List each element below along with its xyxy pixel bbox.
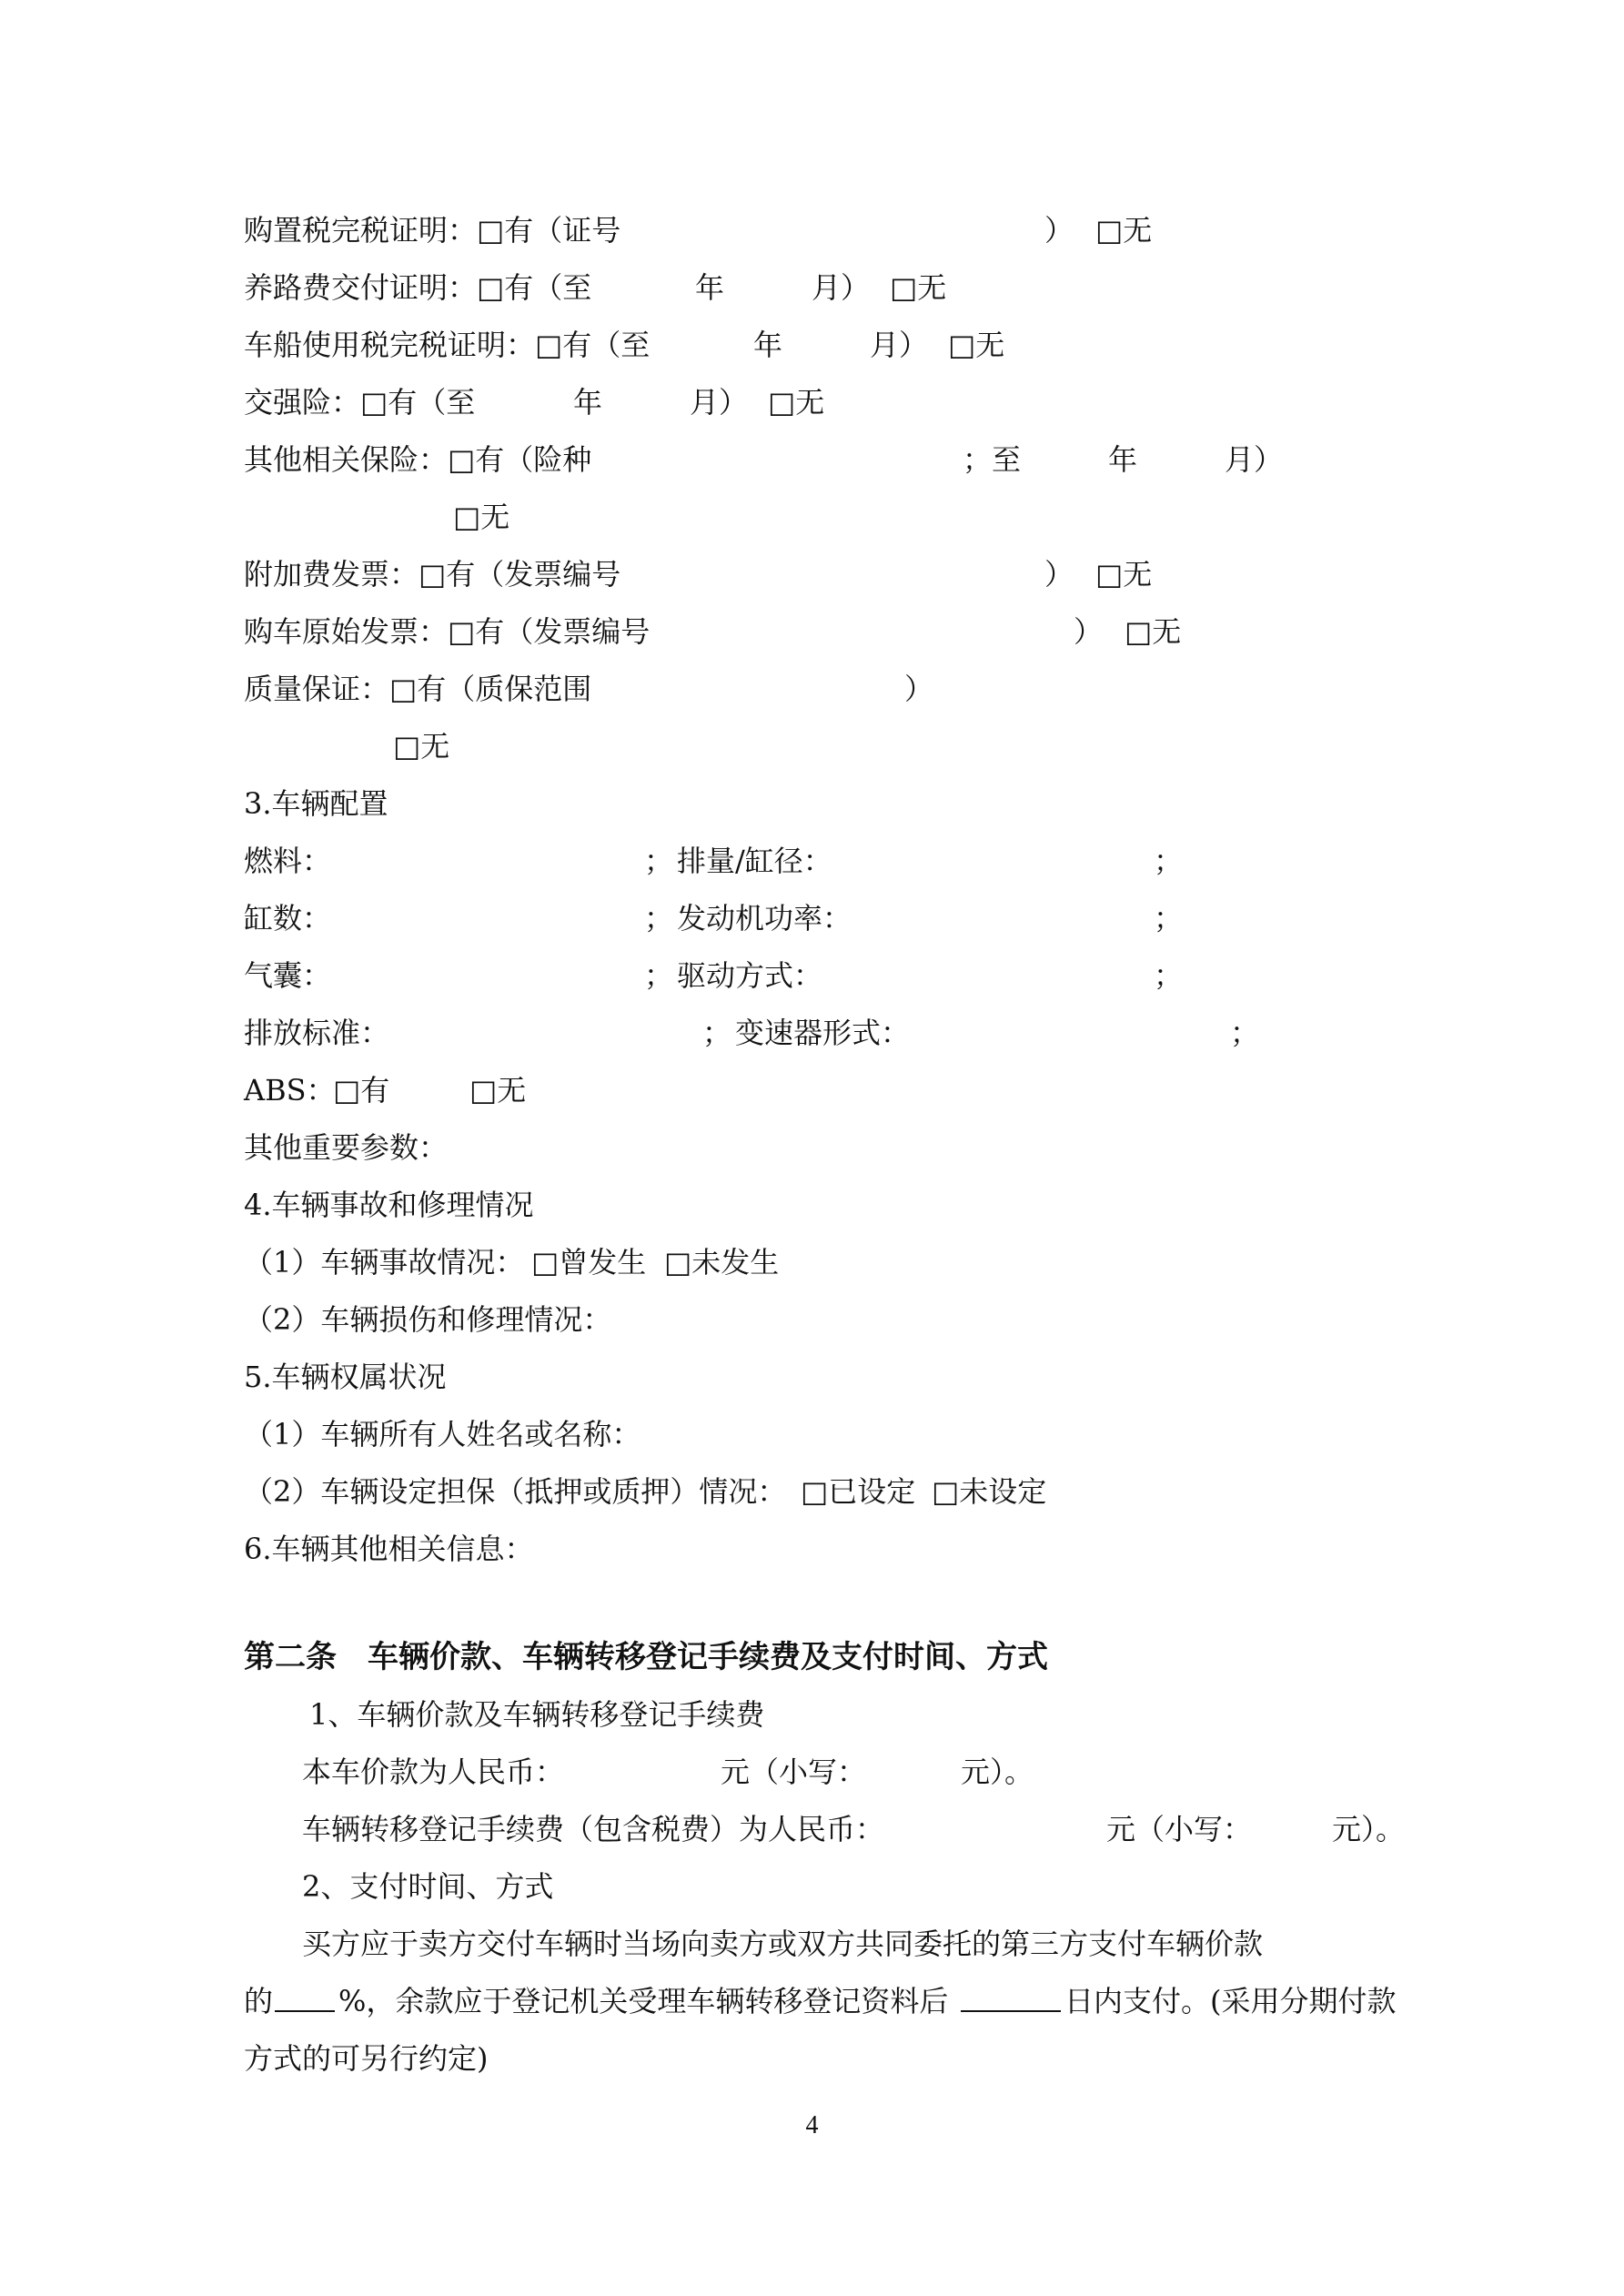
vessel-tax-label: 车船使用税完税证明： xyxy=(244,328,536,362)
vessel-tax-yes: □有（至 xyxy=(535,328,651,362)
compulsory-insurance-no: □无 xyxy=(768,385,825,420)
road-fee-year: 年 xyxy=(695,270,725,305)
fuel-sep: ； xyxy=(644,844,674,878)
other-insurance-no: □无 xyxy=(453,500,510,534)
article2-title-text: 第二条 车辆价款、车辆转移登记手续费及支付时间、方式 xyxy=(244,1639,1048,1675)
compulsory-insurance-yes: □有（至 xyxy=(360,385,476,420)
payment-line2-c: 日内支付。(采用分期付款 xyxy=(1064,1984,1397,2018)
vessel-tax-no: □无 xyxy=(948,328,1005,362)
compulsory-insurance-label: 交强险： xyxy=(244,385,361,420)
ownership-heading-text: 5.车辆权属状况 xyxy=(244,1360,447,1394)
compulsory-insurance-month: 月） xyxy=(690,385,749,420)
surcharge-invoice-no: □无 xyxy=(1095,557,1153,592)
emission-sep: ； xyxy=(702,1016,732,1050)
other-insurance-year: 年 xyxy=(1108,442,1138,477)
days-blank[interactable] xyxy=(961,1983,1061,2012)
original-invoice-close: ） xyxy=(1074,614,1104,649)
other-insurance-yes: □有（险种 xyxy=(448,442,592,477)
payment-line3-text: 方式的可另行约定) xyxy=(244,2041,489,2076)
purchase-tax-no: □无 xyxy=(1095,213,1153,248)
original-invoice-label: 购车原始发票： xyxy=(244,614,449,649)
other-params-label: 其他重要参数： xyxy=(244,1130,449,1165)
other-info-text: 6.车辆其他相关信息： xyxy=(244,1532,534,1566)
purchase-tax-close: ） xyxy=(1044,213,1074,248)
other-insurance-label: 其他相关保险： xyxy=(244,442,449,477)
payment-line2-b: %，余款应于登记机关受理车辆转移登记资料后 xyxy=(338,1984,949,2018)
emission-label: 排放标准： xyxy=(244,1016,390,1050)
price-close: 元）。 xyxy=(961,1755,1034,1789)
gearbox-end: ； xyxy=(1230,1016,1260,1050)
warranty-close: ） xyxy=(904,672,934,706)
payment-line2-a: 的 xyxy=(244,1984,274,2018)
fee-prefix: 车辆转移登记手续费（包含税费）为人民币： xyxy=(302,1812,885,1846)
ownership-item2-opt1: □已设定 xyxy=(801,1474,916,1509)
accident-item1-opt1: □曾发生 xyxy=(531,1245,647,1279)
percent-blank[interactable] xyxy=(275,1983,335,2012)
road-fee-no: □无 xyxy=(890,270,947,305)
ownership-item1-text: （1）车辆所有人姓名或名称： xyxy=(244,1417,641,1451)
purchase-tax-label: 购置税完税证明： xyxy=(244,213,478,248)
fuel-label: 燃料： xyxy=(244,844,332,878)
drive-end: ； xyxy=(1154,958,1184,993)
price-yuan: 元（小写： xyxy=(721,1755,867,1789)
abs-no: □无 xyxy=(469,1073,527,1108)
compulsory-insurance-year: 年 xyxy=(573,385,603,420)
accident-item1-opt2: □未发生 xyxy=(664,1245,780,1279)
page-number: 4 xyxy=(805,2111,819,2139)
airbag-label: 气囊： xyxy=(244,958,332,993)
airbag-sep: ； xyxy=(644,958,674,993)
payment-line1-text: 买方应于卖方交付车辆时当场向卖方或双方共同委托的第三方支付车辆价款 xyxy=(302,1927,1264,1961)
vessel-tax-month: 月） xyxy=(870,328,929,362)
surcharge-invoice-label: 附加费发票： xyxy=(244,557,419,592)
accident-heading-text: 4.车辆事故和修理情况 xyxy=(244,1188,534,1222)
cylinders-label: 缸数： xyxy=(244,901,332,936)
other-insurance-sep: ；至 xyxy=(963,442,1022,477)
price-prefix: 本车价款为人民币： xyxy=(302,1755,565,1789)
accident-item2-text: （2）车辆损伤和修理情况： xyxy=(244,1302,612,1337)
power-end: ； xyxy=(1154,901,1184,936)
surcharge-invoice-close: ） xyxy=(1044,557,1074,592)
displacement-label: 排量/缸径： xyxy=(677,844,832,878)
fee-yuan: 元（小写： xyxy=(1106,1812,1253,1846)
purchase-tax-yes: □有（证号 xyxy=(477,213,621,248)
surcharge-invoice-yes: □有（发票编号 xyxy=(419,557,621,592)
displacement-end: ； xyxy=(1154,844,1184,878)
warranty-label: 质量保证： xyxy=(244,672,390,706)
article2-sub2-text: 2、支付时间、方式 xyxy=(302,1869,554,1904)
accident-item1-label: （1）车辆事故情况： xyxy=(244,1245,525,1279)
vessel-tax-year: 年 xyxy=(753,328,783,362)
abs-yes: □有 xyxy=(333,1073,390,1108)
article2-sub1-text: 1、车辆价款及车辆转移登记手续费 xyxy=(309,1697,765,1732)
ownership-item2-label: （2）车辆设定担保（抵押或质押）情况： xyxy=(244,1474,787,1509)
road-fee-yes: □有（至 xyxy=(477,270,592,305)
power-label: 发动机功率： xyxy=(677,901,852,936)
fee-close: 元）。 xyxy=(1332,1812,1406,1846)
original-invoice-yes: □有（发票编号 xyxy=(448,614,651,649)
warranty-yes: □有（质保范围 xyxy=(389,672,592,706)
cylinders-sep: ； xyxy=(644,901,674,936)
gearbox-label: 变速器形式： xyxy=(735,1016,911,1050)
road-fee-label: 养路费交付证明： xyxy=(244,270,478,305)
abs-label: ABS： xyxy=(244,1073,336,1108)
warranty-no: □无 xyxy=(393,729,450,764)
config-heading-text: 3.车辆配置 xyxy=(244,786,388,821)
road-fee-month: 月） xyxy=(812,270,871,305)
other-insurance-month: 月） xyxy=(1225,442,1284,477)
original-invoice-no: □无 xyxy=(1125,614,1182,649)
drive-label: 驱动方式： xyxy=(677,958,823,993)
ownership-item2-opt2: □未设定 xyxy=(932,1474,1047,1509)
